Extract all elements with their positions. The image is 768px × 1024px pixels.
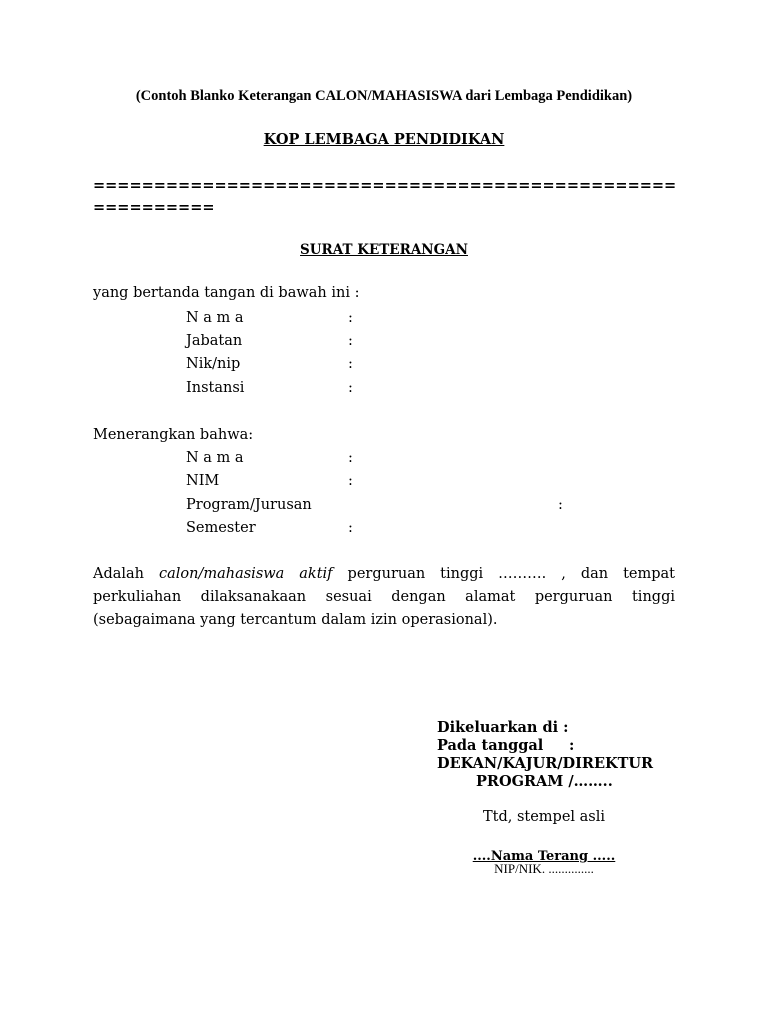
signer-name-text: ....Nama Terang ..... — [472, 849, 616, 864]
signature-stamp-note: Ttd, stempel asli — [482, 809, 606, 825]
paragraph-text: Adalah — [93, 566, 159, 582]
signer-field-label: Nik/nip — [186, 356, 241, 372]
field-colon: : — [348, 310, 353, 326]
field-colon: : — [348, 473, 353, 489]
student-field-label: N a m a — [186, 450, 244, 466]
intro-text: yang bertanda tangan di bawah ini : — [93, 285, 360, 301]
statement-paragraph — [93, 563, 675, 632]
field-colon: : — [348, 333, 353, 349]
date-colon: : — [569, 737, 575, 754]
field-colon: : — [558, 497, 563, 513]
date-label: Pada tanggal — [437, 737, 544, 754]
paragraph-text: perguruan tinggi ………. , dan tempat perkuliahan dilaksanakaan sesuai dengan alamat perguruan tinggi (sebagaimana yang tercantum dalam izin operasional). — [93, 566, 675, 628]
letterhead-placeholder: KOP LEMBAGA PENDIDIKAN — [263, 131, 505, 148]
letter-title: SURAT KETERANGAN — [300, 242, 468, 258]
student-field-label: Program/Jurusan — [186, 497, 312, 513]
signer-field-label: Jabatan — [186, 333, 243, 349]
field-colon: : — [348, 450, 353, 466]
student-field-label: Semester — [186, 520, 256, 536]
signer-title: DEKAN/KAJUR/DIREKTUR — [437, 755, 654, 772]
separator-line: ========== — [93, 199, 215, 216]
student-field-label: NIM — [186, 473, 220, 489]
field-colon: : — [348, 520, 353, 536]
signer-title-program: PROGRAM /…….. — [476, 773, 613, 790]
issued-at-label: Dikeluarkan di : — [437, 719, 569, 736]
signer-nip: NIP/NIK. .............. — [494, 861, 594, 876]
field-colon: : — [348, 380, 353, 396]
signer-field-label: Instansi — [186, 380, 245, 396]
paragraph-emphasis: calon/mahasiswa aktif — [159, 566, 333, 582]
template-note: (Contoh Blanko Keterangan CALON/MAHASISWA dari Lembaga Pendidikan) — [135, 88, 633, 104]
field-colon: : — [348, 356, 353, 372]
separator-line: ================================================ — [93, 177, 677, 194]
signer-field-label: N a m a — [186, 310, 244, 326]
statement-text: Menerangkan bahwa: — [93, 427, 254, 443]
